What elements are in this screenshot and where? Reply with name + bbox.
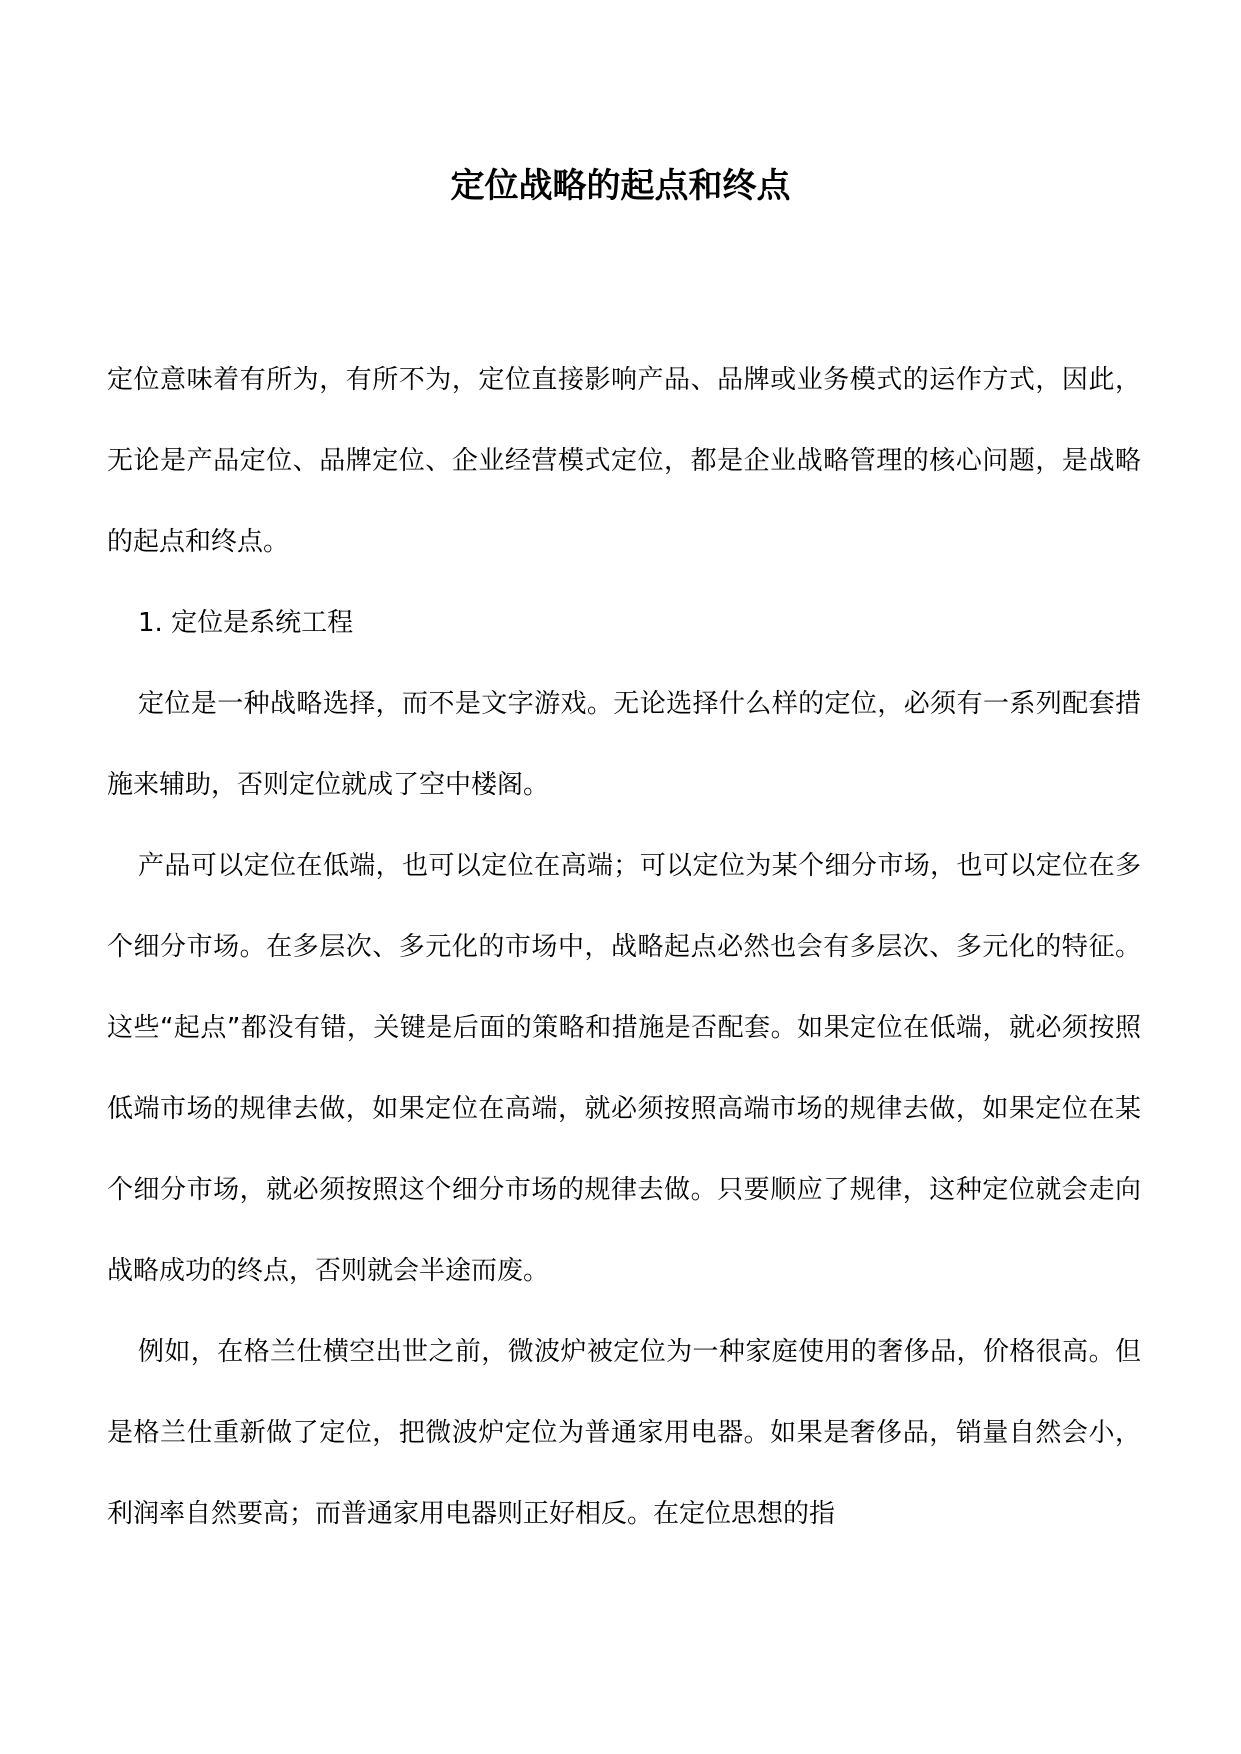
section-heading: 1. 定位是系统工程 xyxy=(138,608,354,638)
document-title: 定位战略的起点和终点 xyxy=(450,166,791,206)
document-body xyxy=(107,340,1141,1555)
paragraph: 产品可以定位在低端，也可以定位在高端；可以定位为某个细分市场，也可以定位在多个细分市场。在多层次、多元化的市场中，战略起点必然也会有多层次、多元化的特征。这些“起点”都没有错，关键是后面的策略和措施是否配套。如果定位在低端，就必须按照低端市场的规律去做，如果定位在高端，就必须按照高端市场的规律去做，如果定位在某个细分市场，就必须按照这个细分市场的规律去做。只要顺应了规律，这种定位就会走向战略成功的终点，否则就会半途而废。 xyxy=(107,851,1141,1286)
paragraph: 定位是一种战略选择，而不是文字游戏。无论选择什么样的定位，必须有一系列配套措施来辅助，否则定位就成了空中楼阁。 xyxy=(107,689,1141,800)
paragraph: 例如，在格兰仕横空出世之前，微波炉被定位为一种家庭使用的奢侈品，价格很高。但是格兰仕重新做了定位，把微波炉定位为普通家用电器。如果是奢侈品，销量自然会小，利润率自然要高；而普通家用电器则正好相反。在定位思想的指 xyxy=(107,1337,1141,1529)
paragraph-intro: 定位意味着有所为，有所不为，定位直接影响产品、品牌或业务模式的运作方式，因此，无论是产品定位、品牌定位、企业经营模式定位，都是企业战略管理的核心问题，是战略的起点和终点。 xyxy=(107,365,1141,557)
